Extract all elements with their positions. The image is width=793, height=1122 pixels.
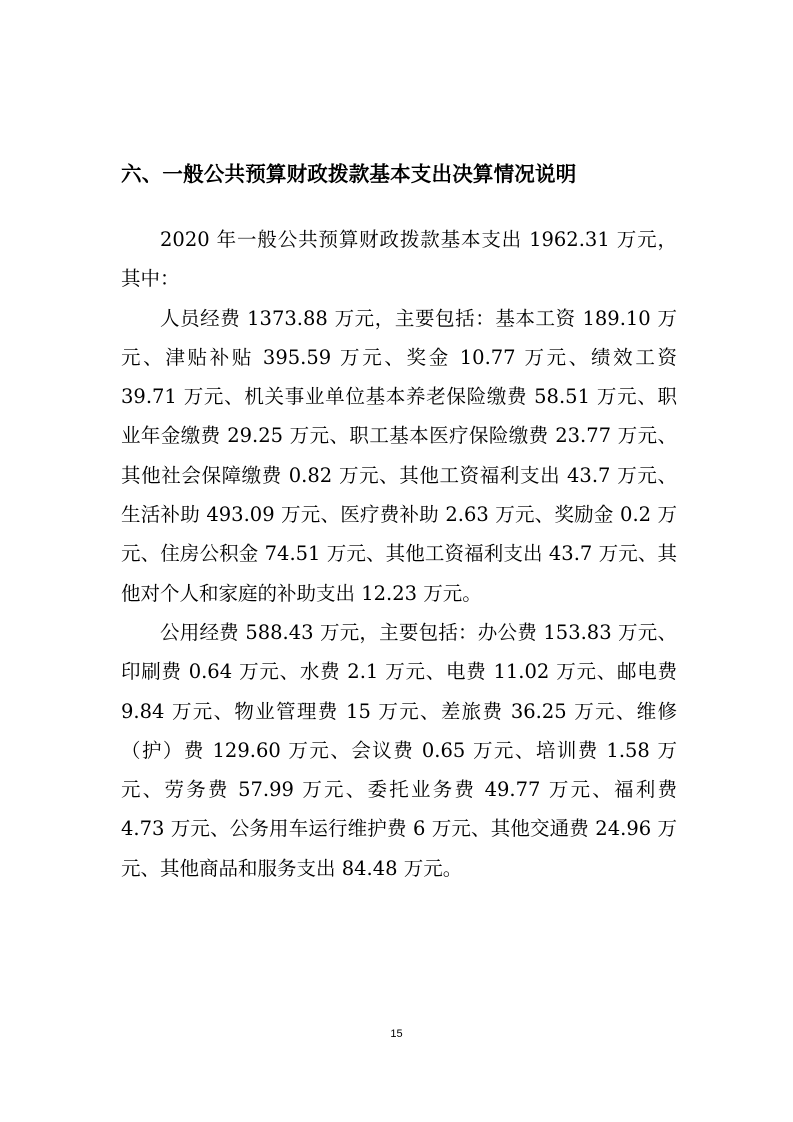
page-number: 15: [390, 1028, 403, 1040]
paragraph-personnel-expenses: 人员经费 1373.88 万元，主要包括：基本工资 189.10 万元、津贴补贴 395.59 万元、奖金 10.77 万元、绩效工资 39.71 万元、机关事业单位基本养老保险缴费 58.51 万元、职业年金缴费 29.25 万元、职工基本医疗保险缴费 23.77 万元、其他社会保障缴费 0.82 万元、其他工资福利支出 43.7 万元、生活补助 493.09 万元、医疗费补助 2.63 万元、奖励金 0.2 万元、住房公积金 74.51 万元、其他工资福利支出 43.7 万元、其他对个人和家庭的补助支出 12.23 万元。: [121, 306, 677, 605]
paragraph-basic-expenditure-total: 2020 年一般公共预算财政拨款基本支出 1962.31 万元，其中：: [121, 228, 677, 291]
document-body: [121, 220, 677, 888]
section-heading: 六、一般公共预算财政拨款基本支出决算情况说明: [121, 162, 577, 186]
paragraph-public-expenses: 公用经费 588.43 万元，主要包括：办公费 153.83 万元、印刷费 0.64 万元、水费 2.1 万元、电费 11.02 万元、邮电费 9.84 万元、物业管理费 15 万元、差旅费 36.25 万元、维修（护）费 129.60 万元、会议费 0.65 万元、培训费 1.58 万元、劳务费 57.99 万元、委托业务费 49.77 万元、福利费 4.73 万元、公务用车运行维护费 6 万元、其他交通费 24.96 万元、其他商品和服务支出 84.48 万元。: [121, 620, 677, 880]
